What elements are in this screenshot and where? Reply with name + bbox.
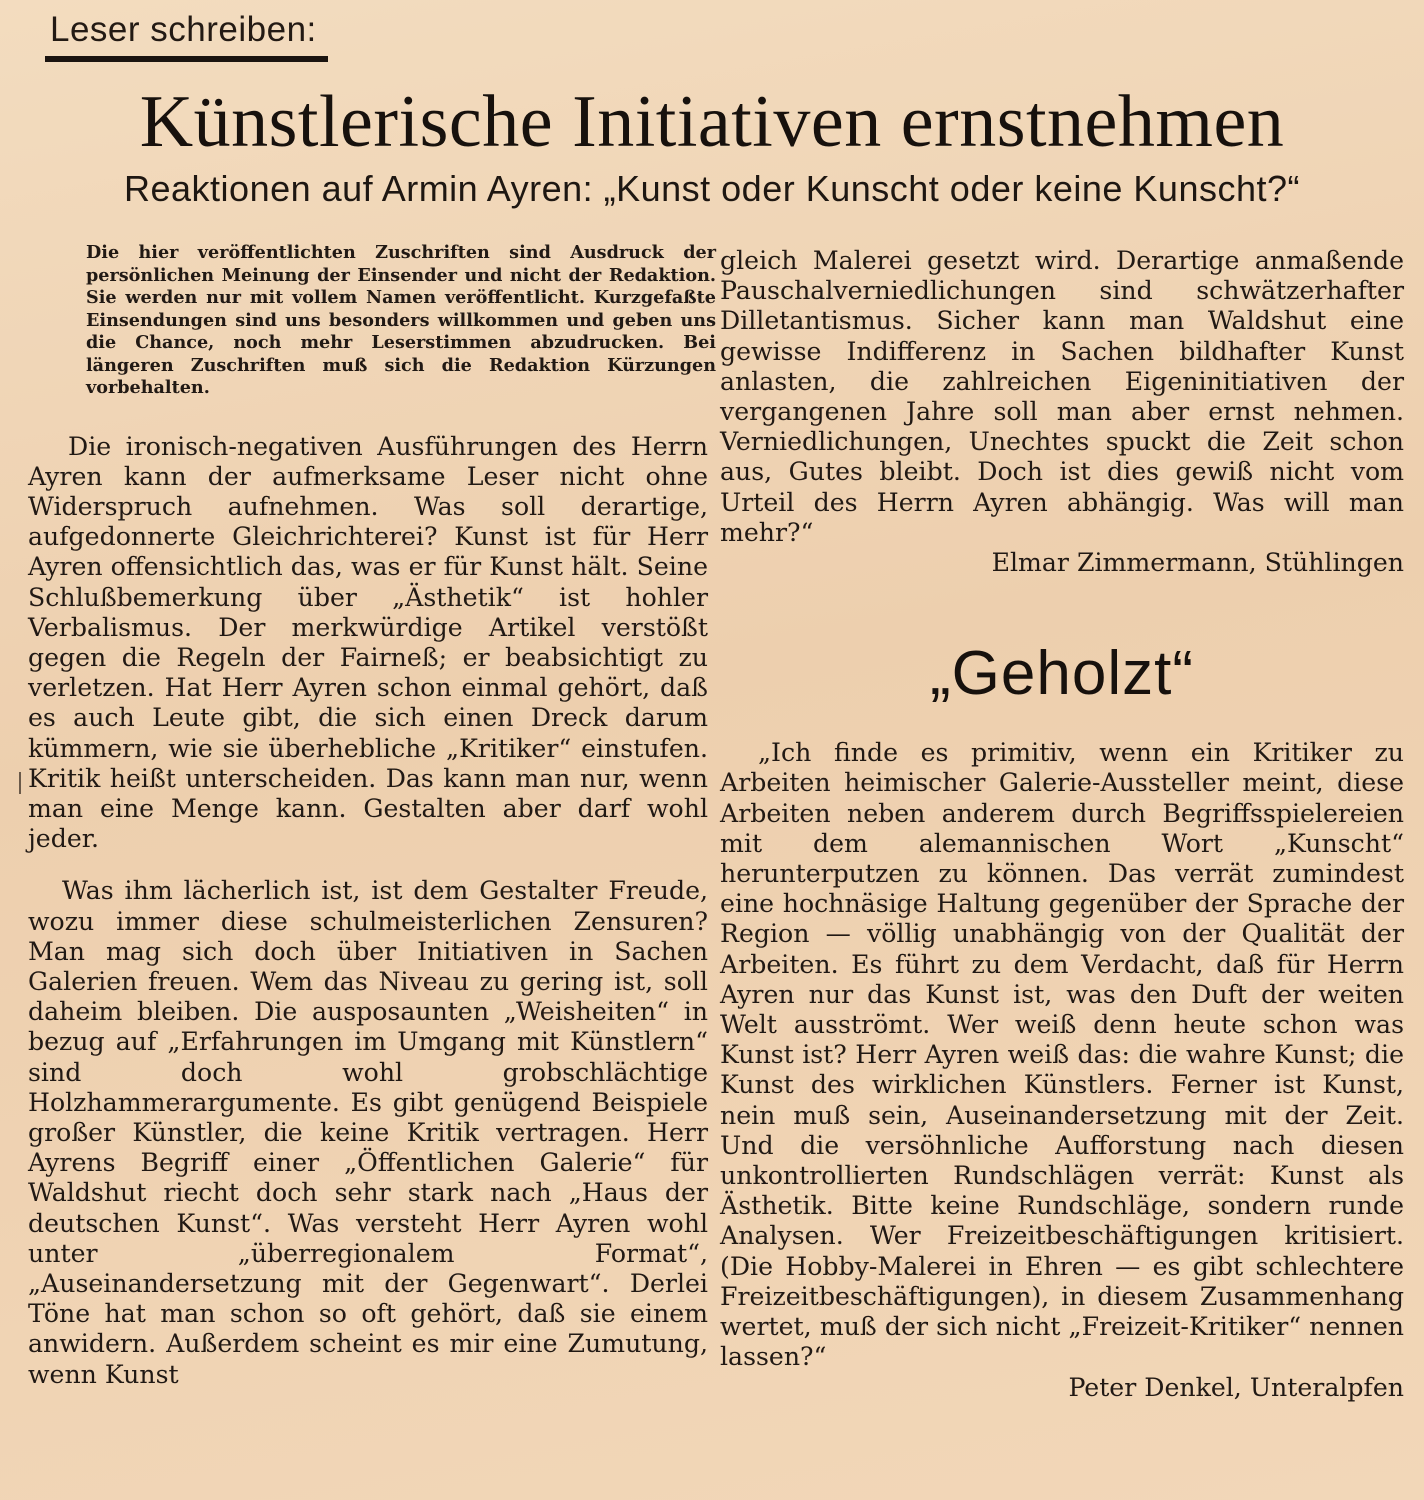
letter2-signature: Peter Denkel, Unteralpfen	[1068, 1372, 1404, 1402]
letter1-paragraph-2-continued: gleich Malerei gesetzt wird. Derartige anmaßende Pauschalverniedlichungen sind schwätzerhafter Dilletantismus. Sicher kann man Waldshut eine gewisse Indifferenz in Sachen bildhafter Kunst anlasten, die zahlreichen Eigeninitiativen der vergangenen Jahre soll man aber ernst nehmen. Verniedlichungen, Unechtes spuckt die Zeit schon aus, Gutes bleibt. Doch ist dies gewiß nicht vom Urteil des Herrn Ayren abhängig. Was will man mehr?“	[720, 246, 1404, 547]
editorial-note: Die hier veröffentlichten Zuschriften sind Ausdruck der persönlichen Meinung der Einsender und nicht der Redaktion. Sie werden nur mit vollem Namen veröffentlicht. Kurzgefaßte Einsendungen sind uns besonders willkommen und geben uns die Chance, noch mehr Leserstimmen abzudrucken. Bei längeren Zuschriften muß sich die Redaktion Kürzungen vorbehalten.	[86, 242, 716, 398]
left-column	[28, 242, 716, 1390]
editorial-note-box	[28, 242, 716, 400]
letter1-paragraph-1: Die ironisch-negativen Ausführungen des Herrn Ayren kann der aufmerksame Leser nicht ohne Widerspruch aufnehmen. Was soll derartige, aufgedonnerte Gleichrichterei? Kunst ist für Herr Ayren offensichtlich das, was er für Kunst hält. Seine Schlußbemerkung über „Ästhetik“ ist hohler Verbalismus. Der merkwürdige Artikel verstößt gegen die Regeln der Fairneß; er beabsichtigt zu verletzen. Hat Herr Ayren schon einmal gehört, daß es auch Leute gibt, die sich einen Dreck darum kümmern, wie sie überhebliche „Kritiker“ einstufen. Kritik heißt unterscheiden. Das kann man nur, wenn man eine Menge kann. Gestalten aber darf wohl jeder.	[28, 431, 708, 854]
kicker-underline	[45, 56, 328, 62]
margin-mark	[19, 772, 21, 794]
right-column	[720, 246, 1404, 1403]
letter2-heading: „Geholzt“	[930, 639, 1194, 709]
letter2-body: „Ich finde es primitiv, wenn ein Kritiker zu Arbeiten heimischer Galerie-Aussteller meint, diese Arbeiten neben anderem durch Begriffsspielereien mit dem alemannischen Wort „Kunscht“ herunterputzen zu können. Das verrät zumindest eine hochnäsige Haltung gegenüber der Sprache der Region — völlig unabhängig von der Qualität der Arbeiten. Es führt zu dem Verdacht, daß für Herrn Ayren nur das Kunst ist, was den Duft der weiten Welt ausströmt. Wer weiß denn heute schon was Kunst ist? Herr Ayren weiß das: die wahre Kunst; die Kunst des wirklichen Künstlers. Ferner ist Kunst, nein muß sein, Auseinandersetzung mit der Zeit. Und die versöhnliche Aufforstung nach diesen unkontrollierten Rundschlägen verrät: Kunst als Ästhetik. Bitte keine Rundschläge, sondern runde Analysen. Wer Freizeitbeschäftigungen kritisiert. (Die Hobby-Malerei in Ehren — es gibt schlechtere Freizeitbeschäftigungen), in diesem Zusammenhang wertet, muß der sich nicht „Freizeit-Kritiker“ nennen lassen?“	[720, 738, 1404, 1372]
letter1-signature: Elmar Zimmermann, Stühlingen	[991, 548, 1404, 578]
section-kicker: Leser schreiben:	[50, 10, 317, 49]
subheadline: Reaktionen auf Armin Ayren: „Kunst oder Kunscht oder keine Kunscht?“	[124, 168, 1300, 209]
letter1-paragraph-2: Was ihm lächerlich ist, ist dem Gestalter Freude, wozu immer diese schulmeisterlichen Zensuren? Man mag sich doch über Initiativen in Sachen Galerien freuen. Wem das Niveau zu gering ist, soll daheim bleiben. Die ausposaunten „Weisheiten“ in bezug auf „Erfahrungen im Umgang mit Künstlern“ sind doch wohl grobschlächtige Holzhammerargumente. Es gibt genügend Beispiele großer Künstler, die keine Kritik vertragen. Herr Ayrens Begriff einer „Öffentlichen Galerie“ für Waldshut riecht doch sehr stark nach „Haus der deutschen Kunst“. Was versteht Herr Ayren wohl unter „überregionalem Format“, „Auseinandersetzung mit der Gegenwart“. Derlei Töne hat man schon so oft gehört, daß sie einem anwidern. Außerdem scheint es mir eine Zumutung, wenn Kunst	[28, 876, 708, 1389]
headline: Künstlerische Initiativen ernstnehmen	[139, 81, 1285, 163]
